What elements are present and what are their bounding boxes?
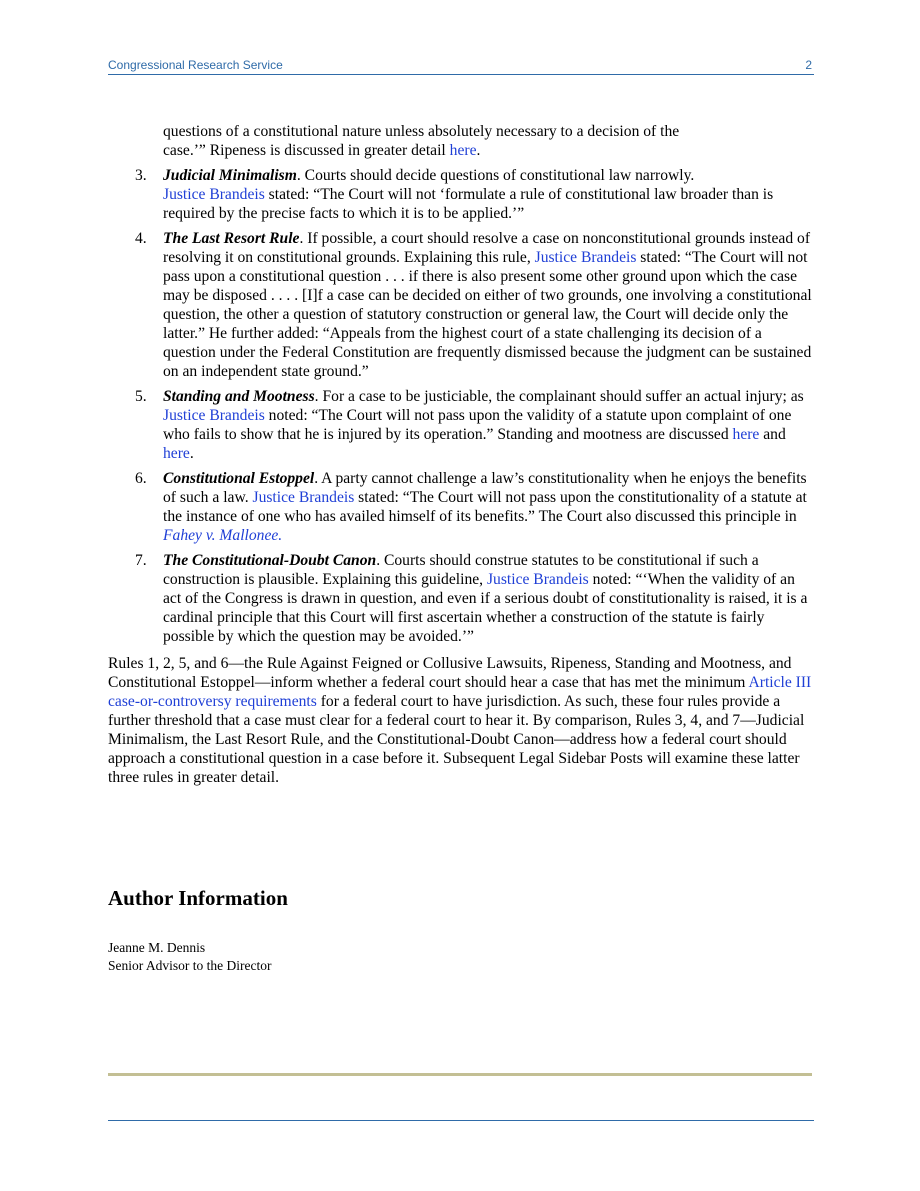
- item-number: 7.: [135, 552, 147, 569]
- continuation-end: .: [476, 142, 481, 159]
- item-text: noted: “‘When the validity of an act of the Congress is drawn in question, and even if a serious doubt of constitutionality is raised, it is a cardinal principle that this Court will first ascertain whether a construction of the statute is fairly possible by which the question may be avoided.’”: [163, 571, 808, 645]
- list-item: [108, 469, 814, 545]
- item-text: . For a case to be justiciable, the complainant should suffer an actual injury; as: [314, 388, 804, 405]
- mootness-link[interactable]: here: [163, 445, 190, 462]
- author-name: Jeanne M. Dennis: [108, 940, 206, 955]
- list-item: [108, 166, 814, 223]
- justice-brandeis-link[interactable]: Justice Brandeis: [486, 571, 589, 588]
- item-title: Constitutional Estoppel: [163, 470, 315, 487]
- continuation-line: questions of a constitutional nature unless absolutely necessary to a decision of the: [163, 123, 680, 140]
- justice-brandeis-link[interactable]: Justice Brandeis: [534, 249, 637, 266]
- list-item: [108, 551, 814, 646]
- continuation-line: case.’” Ripeness is discussed in greater detail: [163, 142, 450, 159]
- summary-text: for a federal court to have jurisdiction. As such, these four rules provide a further threshold that a case must clear for a federal court to hear it. By comparison, Rules 3, 4, and 7—Judicial Minimalism, the Last Resort Rule, and the Constitutional-Doubt Canon—address how a federal court should approach a constitutional question in a case before it. Subsequent Legal Sidebar Posts will examine these latter three rules in greater detail.: [108, 693, 805, 786]
- item-text: stated: “The Court will not pass upon the constitutionality of a statute at the instance of one who has availed himself of its benefits.” The Court also discussed this principle in: [163, 489, 807, 525]
- author-heading: Author Information: [108, 886, 288, 910]
- item-title: Standing and Mootness: [163, 388, 315, 405]
- summary-text: Rules 1, 2, 5, and 6—the Rule Against Feigned or Collusive Lawsuits, Ripeness, Standing and Mootness, and Constitutional Estoppel—inform whether a federal court should hear a case that has met the minimum: [108, 655, 792, 691]
- item-text: . A party cannot challenge a law’s constitutionality when he enjoys the benefits of such a law.: [163, 470, 807, 506]
- list-item: [108, 387, 814, 463]
- item-title: The Last Resort Rule: [163, 230, 300, 247]
- item-text: stated: “The Court will not ‘formulate a rule of constitutional law broader than is required by the precise facts to which it is to be applied.’”: [163, 186, 774, 222]
- item-text: noted: “The Court will not pass upon the validity of a statute upon complaint of one who fails to show that he is injured by its operation.” Standing and mootness are discussed: [163, 407, 792, 443]
- justice-brandeis-link[interactable]: Justice Brandeis: [163, 186, 265, 203]
- fahey-v-mallonee-link[interactable]: Fahey v. Mallonee.: [163, 527, 283, 544]
- item-text: .: [189, 445, 194, 462]
- item-number: 6.: [135, 470, 147, 487]
- continuation-text: [163, 122, 814, 160]
- list-item: [108, 229, 814, 381]
- item-number: 4.: [135, 230, 147, 247]
- standing-link[interactable]: here: [732, 426, 760, 443]
- item-text: . Courts should decide questions of constitutional law narrowly.: [296, 167, 695, 184]
- item-text: . Courts should construe statutes to be constitutional if such a construction is plausible. Explaining this guideline,: [163, 552, 759, 588]
- item-text: . If possible, a court should resolve a case on nonconstitutional grounds instead of resolving it on constitutional grounds. Explaining this rule,: [163, 230, 811, 266]
- item-number: 3.: [135, 167, 147, 184]
- item-title: Judicial Minimalism: [163, 167, 297, 184]
- justice-brandeis-link[interactable]: Justice Brandeis: [252, 489, 355, 506]
- article-iii-link[interactable]: Article III case-or-controversy requirements: [108, 674, 812, 710]
- page-number: 2: [805, 58, 812, 72]
- summary-paragraph: [108, 654, 814, 787]
- ripeness-link[interactable]: here: [449, 142, 477, 159]
- item-text: and: [759, 426, 786, 443]
- document-body: [108, 122, 814, 787]
- item-title: The Constitutional-Doubt Canon: [163, 552, 377, 569]
- page-header: [108, 58, 814, 75]
- footer-rule: [108, 1120, 814, 1121]
- header-source: Congressional Research Service: [108, 58, 283, 72]
- item-text: stated: “The Court will not pass upon a constitutional question . . . if there is also present some other ground upon which the case may be disposed . . . . [I]f a case can be decided on either of two grounds, one involving a constitutional question, the other a question of statutory construction or general law, the Court will decide only the latter.” He further added: “Appeals from the highest court of a state challenging its decision of a question under the Federal Constitution are frequently dismissed because the judgment can be sustained on an independent state ground.”: [163, 249, 812, 380]
- rules-list: [108, 166, 814, 646]
- justice-brandeis-link[interactable]: Justice Brandeis: [163, 407, 265, 424]
- footer-divider: [108, 1073, 812, 1076]
- item-number: 5.: [135, 388, 147, 405]
- author-role: Senior Advisor to the Director: [108, 958, 272, 973]
